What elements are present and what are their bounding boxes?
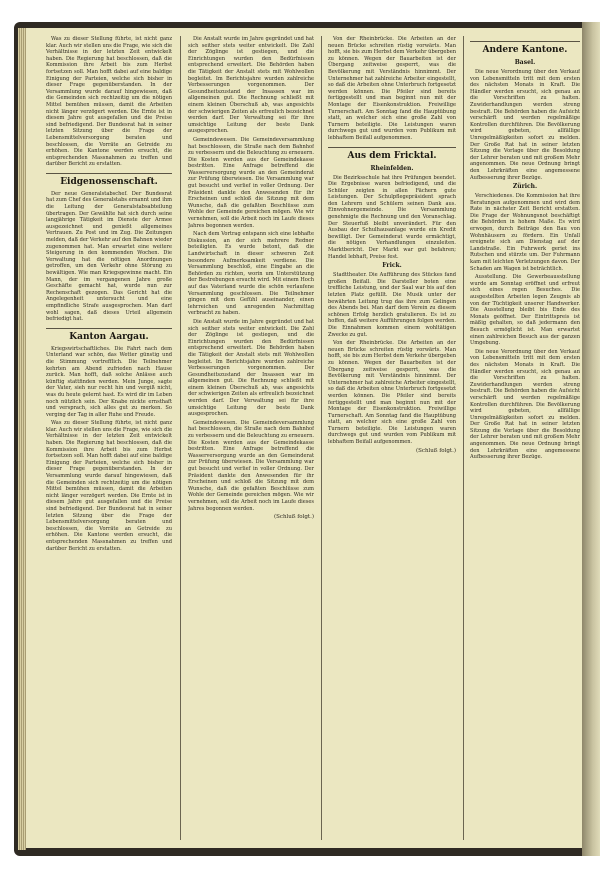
continuation-note: (Schluß folgt.)	[416, 447, 456, 454]
column-1	[46, 36, 172, 840]
article-text: Was zu dieser Stellung führte, ist nicht ganz klar. Auch wir stellen uns die Frage, wie sich die Verhältnisse in der letzten Zeit entwickelt haben. Die Regierung hat beschlossen, daß die Kommission ihre Arbeit bis zum Herbst fortsetzen soll. Man hofft dabei auf eine baldige Einigung der Parteien, welche sich bisher in dieser Frage gegenüberstanden. In der Versammlung wurde darauf hingewiesen, daß die Gemeinden sich rechtzeitig um die nötigen Mittel bemühen müssen, damit die Arbeiten nicht länger verzögert werden. Die Ernte ist in diesem Jahre gut ausgefallen und die Preise sind befriedigend. Der Bundesrat hat in seiner letzten Sitzung über die Frage der Lebensmittelversorgung beraten und beschlossen, die Vorräte an Getreide zu erhöhen. Die Kantone werden ersucht, die entsprechenden Massnahmen zu treffen und darüber Bericht zu erstatten.	[46, 36, 172, 168]
article-text: Die Anstalt wurde im Jahre gegründet und hat sich seither stets weiter entwickelt. Die Zahl der Zöglinge ist gestiegen, und die Einrichtungen wurden den Bedürfnissen entsprechend erweitert. Die Behörden haben die Tätigkeit der Anstalt stets mit Wohlwollen begleitet. Im Berichtsjahre wurden zahlreiche Verbesserungen vorgenommen. Der Gesundheitszustand der Insassen war im allgemeinen gut. Die Rechnung schließt mit einem kleinen Überschuß ab, was angesichts der schwierigen Zeiten als erfreulich bezeichnet werden darf. Der Verwaltung sei für ihre umsichtige Leitung der beste Dank ausgesprochen.	[188, 318, 314, 418]
article-text: Von der Rheinbrücke. Die Arbeiten an der neuen Brücke schreiten rüstig vorwärts. Man hofft, sie bis zum Herbst dem Verkehr übergeben zu können. Wegen der Bauarbeiten ist der Übergang zeitweise gesperrt, was die Bevölkerung mit Verständnis hinnimmt. Der Unternehmer hat zahlreiche Arbeiter eingestellt, so daß die Arbeiten ohne Unterbruch fortgesetzt werden können. Die Pfeiler sind bereits fertiggestellt und man beginnt nun mit der Montage der Eisenkonstruktion. Freiwillige Turnerschaft. Am Sonntag fand die Hauptübung statt, an welcher sich eine große Zahl von Turnern beteiligte. Die Leistungen waren durchwegs gut und wurden vom Publikum mit lebhaftem Beifall aufgenommen.	[328, 340, 456, 446]
article-text: Nach dem Vortrag entspann sich eine lebhafte Diskussion, an der sich mehrere Redner beteiligten. Es wurde betont, daß die Landwirtschaft in dieser schweren Zeit besondere Aufmerksamkeit verdiene. Die Versammlung beschloß, eine Eingabe an die Behörden zu richten, worin um Unterstützung der Bestrebungen ersucht wird. Mit einem Hoch auf das Vaterland wurde die schön verlaufene Versammlung geschlossen. Die Teilnehmer gingen mit dem Gefühl auseinander, einen lehrreichen und anregenden Nachmittag verbracht zu haben.	[188, 231, 314, 317]
article-text: Die neue Verordnung über den Verkauf von Lebensmitteln tritt mit dem ersten des nächsten Monats in Kraft. Die Händler werden ersucht, sich genau an die Vorschriften zu halten. Zuwiderhandlungen werden streng bestraft. Die Behörden haben die Aufsicht verschärft und werden regelmäßige Kontrollen durchführen. Die Bevölkerung wird gebeten, allfällige Unregelmäßigkeiten sofort zu melden. Der Große Rat hat in seiner letzten Sitzung die Vorlage über die Besoldung der Lehrer beraten und mit großem Mehr angenommen. Die neue Ordnung bringt den Lehrkräften eine angemessene Aufbesserung ihrer Bezüge.	[470, 69, 580, 181]
page-edges	[18, 28, 26, 850]
column-rule	[463, 36, 464, 840]
section-heading-kanton-aargau: Kanton Aargau.	[46, 328, 172, 342]
column-3	[328, 36, 456, 840]
article-text: Die Bezirksschule hat ihre Prüfungen beendet. Die Ergebnisse waren befriedigend, und die Schüler zeigten in allen Fächern gute Leistungen. Der Schulpflegepräsident sprach den Lehrern und Schülern seinen Dank aus. Einwohnergemeinde. Die Versammlung genehmigte die Rechnung und den Voranschlag. Der Steuerfuß bleibt unverändert. Für den Ausbau der Schulhausanlage wurde ein Kredit bewilligt. Der Gemeinderat wurde ermächtigt, die nötigen Verhandlungen einzuleiten. Marktbericht. Der Markt war gut befahren; Handel lebhaft, Preise fest.	[328, 174, 456, 260]
subheading-frick: Frick.	[382, 262, 402, 270]
article-text: Von der Rheinbrücke. Die Arbeiten an der neuen Brücke schreiten rüstig vorwärts. Man hofft, sie bis zum Herbst dem Verkehr übergeben zu können. Wegen der Bauarbeiten ist der Übergang zeitweise gesperrt, was die Bevölkerung mit Verständnis hinnimmt. Der Unternehmer hat zahlreiche Arbeiter eingestellt, so daß die Arbeiten ohne Unterbruch fortgesetzt werden können. Die Pfeiler sind bereits fertiggestellt und man beginnt nun mit der Montage der Eisenkonstruktion. Freiwillige Turnerschaft. Am Sonntag fand die Hauptübung statt, an welcher sich eine große Zahl von Turnern beteiligte. Die Leistungen waren durchwegs gut und wurden vom Publikum mit lebhaftem Beifall aufgenommen.	[328, 36, 456, 141]
section-heading-aus-dem-fricktal: Aus dem Fricktal.	[328, 147, 456, 161]
article-text: Kriegswirtschaftliches. Die Fahrt nach dem Unterland war schön, das Wetter günstig und die Stimmung vortrefflich. Die Teilnehmer kehrten am Abend zufrieden nach Hause zurück. Man hofft, daß solche Anlässe auch künftig stattfinden werden. Mein Junge, sagte der Vater, sieh nur recht hin und vergiß nicht, was du heute gelernt hast. Es wird dir im Leben noch nützlich sein. Der Knabe nickte ernsthaft und versprach, sich alles gut zu merken. So verging der Tag in aller Ruhe und Freude.	[46, 345, 172, 418]
subheading-rheinfelden: Rheinfelden.	[370, 164, 414, 172]
article-text: Der neue Generalstabschef. Der Bundesrat hat zum Chef des Generalstabs ernannt und ihm die Leitung der Generalstabsabteilung übertragen. Der Gewählte hat sich durch seine langjährige Tätigkeit im Dienste der Armee ausgezeichnet und genießt allgemeines Vertrauen. Zu Post und im Zug. Die Zeitungen melden, daß der Verkehr auf den Bahnen wieder zugenommen hat. Man erwartet eine weitere Steigerung in den kommenden Wochen. Die Verwaltung hat die nötigen Anordnungen getroffen, um den Verkehr ohne Störung zu bewältigen. Wie man Kriegsgewinne macht. Ein Mann, der im vergangenen Jahre große Geschäfte gemacht hat, wurde nun zur Rechenschaft gezogen. Das Gericht hat die Angelegenheit untersucht und eine empfindliche Strafe ausgesprochen. Man darf wohl sagen, daß dieses Urteil allgemein befriedigt hat.	[46, 190, 172, 323]
article-text: Stadttheater. Die Aufführung des Stückes fand großen Beifall. Die Darsteller boten eine treffliche Leistung, und der Saal war bis auf den letzten Platz gefüllt. Die Musik unter der bewährten Leitung trug das ihre zum Gelingen des Abends bei. Man darf dem Verein zu diesem schönen Erfolg herzlich gratulieren. Es ist zu hoffen, daß weitere Aufführungen folgen werden. Die Einnahmen kommen einem wohltätigen Zwecke zu gut.	[328, 272, 456, 338]
article-text: Gemeindewesen. Die Gemeindeversammlung hat beschlossen, die Straße nach dem Bahnhof zu verbessern und die Beleuchtung zu erneuern. Die Kosten werden aus der Gemeindekasse bestritten. Eine Anfrage betreffend die Wasserversorgung wurde an den Gemeinderat zur Prüfung überwiesen. Die Versammlung war gut besucht und verlief in voller Ordnung. Der Präsident dankte den Anwesenden für ihr Erscheinen und schloß die Sitzung mit dem Wunsche, daß die gefaßten Beschlüsse zum Wohle der Gemeinde gereichen mögen. Wie wir vernehmen, soll die Arbeit noch im Laufe dieses Jahres begonnen werden.	[188, 419, 314, 512]
article-text: Gemeindewesen. Die Gemeindeversammlung hat beschlossen, die Straße nach dem Bahnhof zu verbessern und die Beleuchtung zu erneuern. Die Kosten werden aus der Gemeindekasse bestritten. Eine Anfrage betreffend die Wasserversorgung wurde an den Gemeinderat zur Prüfung überwiesen. Die Versammlung war gut besucht und verlief in voller Ordnung. Der Präsident dankte den Anwesenden für ihr Erscheinen und schloß die Sitzung mit dem Wunsche, daß die gefaßten Beschlüsse zum Wohle der Gemeinde gereichen mögen. Wie wir vernehmen, soll die Arbeit noch im Laufe dieses Jahres begonnen werden.	[188, 136, 314, 229]
continuation-note: (Schluß folgt.)	[274, 514, 314, 521]
subheading-zuerich: Zürich.	[512, 183, 538, 191]
article-text: Die Anstalt wurde im Jahre gegründet und hat sich seither stets weiter entwickelt. Die Zahl der Zöglinge ist gestiegen, und die Einrichtungen wurden den Bedürfnissen entsprechend erweitert. Die Behörden haben die Tätigkeit der Anstalt stets mit Wohlwollen begleitet. Im Berichtsjahre wurden zahlreiche Verbesserungen vorgenommen. Der Gesundheitszustand der Insassen war im allgemeinen gut. Die Rechnung schließt mit einem kleinen Überschuß ab, was angesichts der schwierigen Zeiten als erfreulich bezeichnet werden darf. Der Verwaltung sei für ihre umsichtige Leitung der beste Dank ausgesprochen.	[188, 36, 314, 135]
column-rule	[321, 36, 322, 840]
book-gutter	[582, 22, 600, 856]
subheading-basel: Basel.	[514, 59, 536, 66]
article-text: Was zu dieser Stellung führte, ist nicht ganz klar. Auch wir stellen uns die Frage, wie sich die Verhältnisse in der letzten Zeit entwickelt haben. Die Regierung hat beschlossen, daß die Kommission ihre Arbeit bis zum Herbst fortsetzen soll. Man hofft dabei auf eine baldige Einigung der Parteien, welche sich bisher in dieser Frage gegenüberstanden. In der Versammlung wurde darauf hingewiesen, daß die Gemeinden sich rechtzeitig um die nötigen Mittel bemühen müssen, damit die Arbeiten nicht länger verzögert werden. Die Ernte ist in diesem Jahre gut ausgefallen und die Preise sind befriedigend. Der Bundesrat hat in seiner letzten Sitzung über die Frage der Lebensmittelversorgung beraten und beschlossen, die Vorräte an Getreide zu erhöhen. Die Kantone werden ersucht, die entsprechenden Massnahmen zu treffen und darüber Bericht zu erstatten.	[46, 420, 172, 552]
section-heading-eidgenossenschaft: Eidgenossenschaft.	[46, 173, 172, 187]
section-heading-andere-kantone: Andere Kantone.	[470, 41, 580, 55]
column-rule	[180, 36, 181, 840]
column-2	[188, 36, 314, 840]
article-text: Ausstellung. Die Gewerbeausstellung wurde am Sonntag eröffnet und erfreut sich eines regen Besuches. Die ausgestellten Arbeiten legen Zeugnis ab von der Tüchtigkeit unserer Handwerker. Die Ausstellung bleibt bis Ende des Monats geöffnet. Der Eintrittspreis ist mäßig gehalten, so daß jedermann den Besuch ermöglicht ist. Man erwartet einen zahlreichen Besuch aus der ganzen Umgebung.	[470, 274, 580, 347]
article-text: Verschiedenes. Die Kommission hat ihre Beratungen aufgenommen und wird dem Rate in nächster Zeit Bericht erstatten. Die Frage der Wohnungsnot beschäftigt die Behörden in hohem Maße. Es wird erwogen, durch Beiträge den Bau von Wohnhäusern zu fördern. Ein Unfall ereignete sich am Dienstag auf der Landstraße. Ein Fuhrwerk geriet ins Rutschen und stürzte um. Der Fuhrmann kam mit leichten Verletzungen davon. Der Schaden am Wagen ist beträchtlich.	[470, 193, 580, 272]
newspaper-page	[26, 28, 582, 848]
column-4	[470, 36, 580, 840]
article-text: Die neue Verordnung über den Verkauf von Lebensmitteln tritt mit dem ersten des nächsten Monats in Kraft. Die Händler werden ersucht, sich genau an die Vorschriften zu halten. Zuwiderhandlungen werden streng bestraft. Die Behörden haben die Aufsicht verschärft und werden regelmäßige Kontrollen durchführen. Die Bevölkerung wird gebeten, allfällige Unregelmäßigkeiten sofort zu melden. Der Große Rat hat in seiner letzten Sitzung die Vorlage über die Besoldung der Lehrer beraten und mit großem Mehr angenommen. Die neue Ordnung bringt den Lehrkräften eine angemessene Aufbesserung ihrer Bezüge.	[470, 348, 580, 461]
